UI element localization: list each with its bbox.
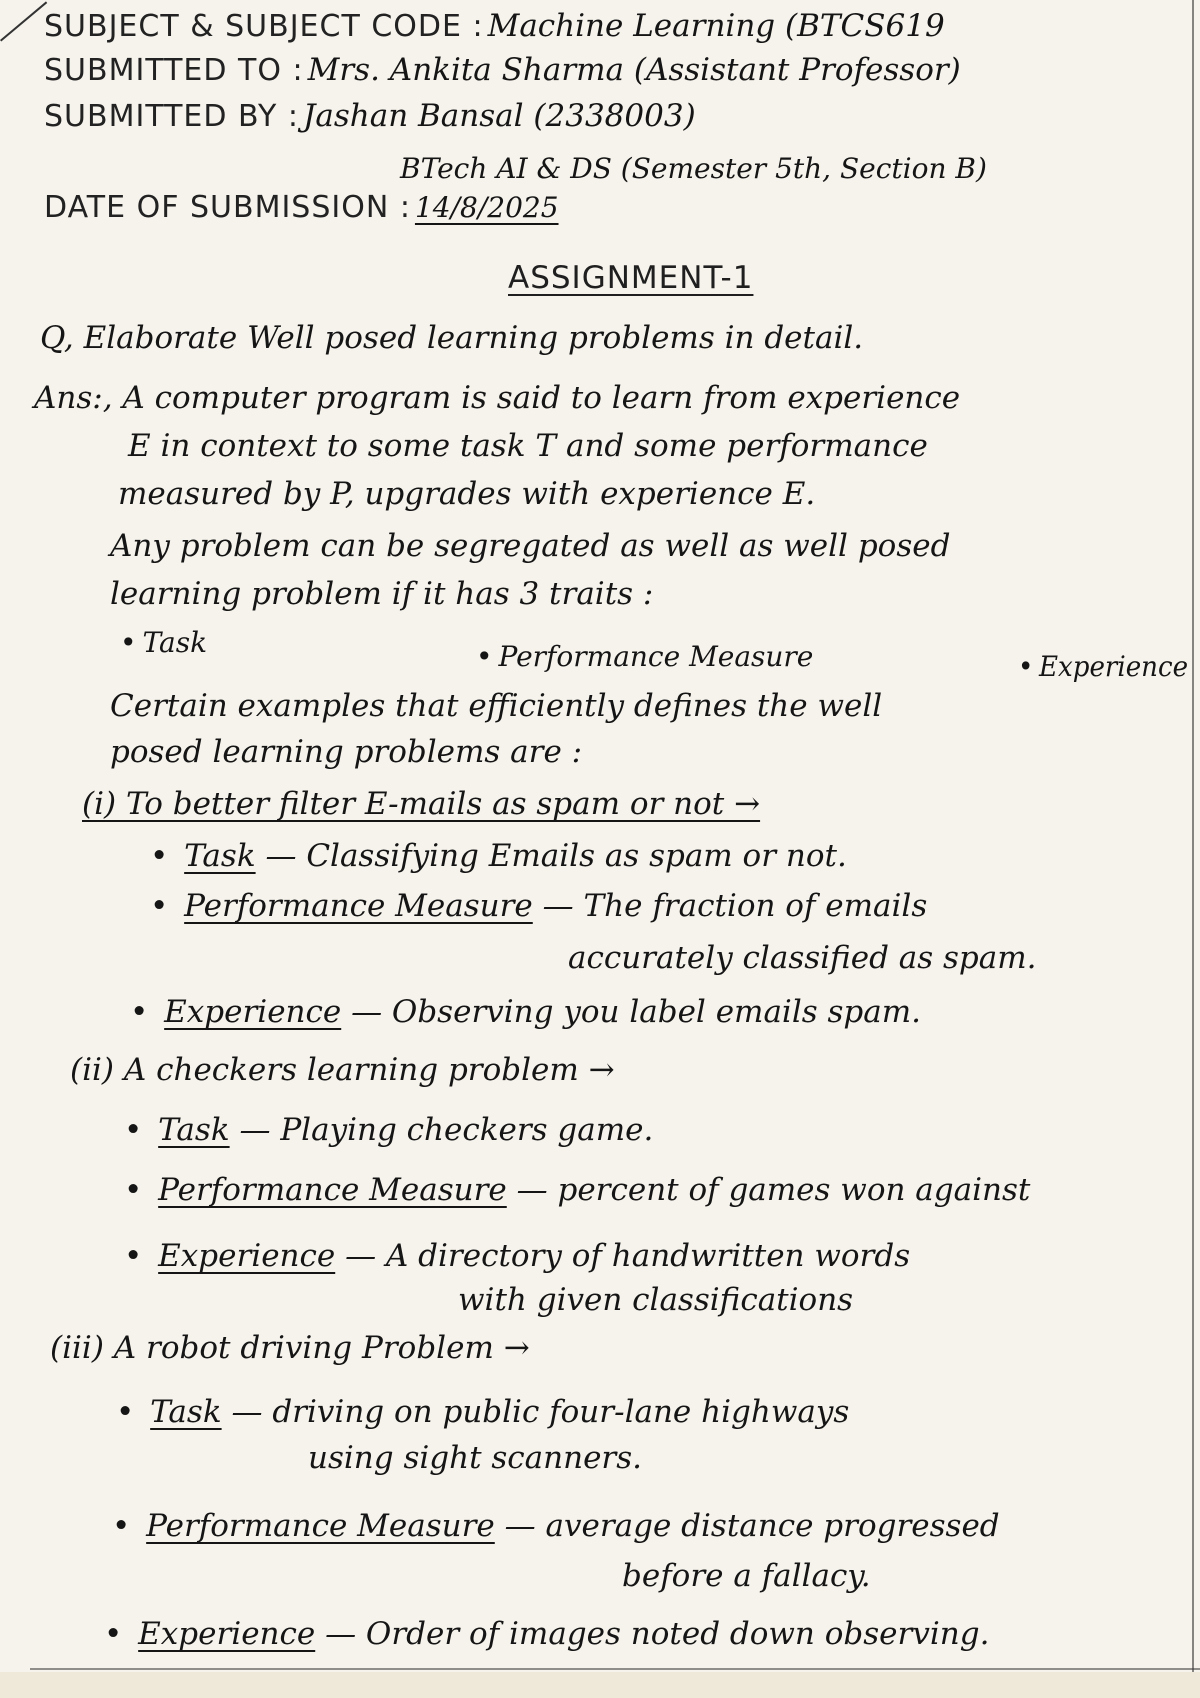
example-1-pm-text: — The fraction of emails	[532, 888, 928, 924]
trait-experience: • Experience	[1018, 650, 1188, 683]
example-2-pm-text: — percent of games won against	[506, 1172, 1031, 1208]
answer-line-7: posed learning problems are :	[110, 734, 583, 770]
example-3-task-label: Task	[150, 1394, 222, 1430]
example-1-exp-text: — Observing you label emails spam.	[341, 994, 922, 1030]
example-2-experience	[124, 1238, 910, 1274]
example-2-heading: (ii) A checkers learning problem →	[70, 1052, 615, 1088]
course-value: BTech AI & DS (Semester 5th, Section B)	[400, 152, 987, 185]
example-1-task-text: — Classifying Emails as spam or not.	[255, 838, 847, 874]
example-3-heading: (iii) A robot driving Problem →	[50, 1330, 530, 1366]
example-1-pm-text-2: accurately classified as spam.	[568, 940, 1037, 976]
answer-line-5: learning problem if it has 3 traits :	[110, 576, 654, 612]
answer-line-4: Any problem can be segregated as well as well posed	[110, 528, 951, 564]
example-2-exp-text: — A directory of handwritten words	[335, 1238, 911, 1274]
example-2-exp-label: Experience	[158, 1238, 336, 1274]
example-3-exp-text: — Order of images noted down observing.	[315, 1616, 990, 1652]
example-1-task-label: Task	[184, 838, 256, 874]
page-bottom-strip	[0, 1672, 1200, 1698]
subject-line	[44, 8, 945, 44]
date-line	[44, 190, 559, 225]
example-3-task-text: — driving on public four-lane highways	[221, 1394, 850, 1430]
example-3-pm-label: Performance Measure	[146, 1508, 495, 1544]
example-2-task-text: — Playing checkers game.	[229, 1112, 654, 1148]
course-line	[400, 152, 987, 185]
example-2-task-label: Task	[158, 1112, 230, 1148]
example-3-experience	[104, 1616, 989, 1652]
example-3-performance	[112, 1508, 1000, 1544]
subject-value: Machine Learning (BTCS619	[487, 8, 945, 44]
example-1-exp-label: Experience	[164, 994, 342, 1030]
submitted-by-value: Jashan Bansal (2338003)	[302, 98, 696, 134]
example-3-task-text-2: using sight scanners.	[308, 1440, 643, 1476]
example-3-task	[116, 1394, 849, 1430]
submitted-to-label: SUBMITTED TO :	[44, 53, 304, 88]
example-1-pm-label: Performance Measure	[184, 888, 533, 924]
submitted-by-line	[44, 98, 696, 134]
example-3-pm-text: — average distance progressed	[494, 1508, 1000, 1544]
assignment-title-text: ASSIGNMENT-1	[508, 260, 754, 296]
example-2-task	[124, 1112, 653, 1148]
bottom-margin-line	[30, 1668, 1200, 1670]
assignment-title	[508, 260, 753, 296]
date-value: 14/8/2025	[414, 191, 559, 224]
submitted-to-line	[44, 52, 961, 88]
submitted-to-value: Mrs. Ankita Sharma (Assistant Professor)	[307, 52, 961, 88]
corner-mark	[0, 1, 47, 41]
example-1-experience	[130, 994, 921, 1030]
answer-line-6: Certain examples that efficiently defines the well	[110, 688, 883, 724]
example-1-performance	[150, 888, 927, 924]
question-text: Q, Elaborate Well posed learning problems in detail.	[40, 320, 864, 356]
trait-performance-measure: • Performance Measure	[476, 640, 813, 673]
example-3-pm-text-2: before a fallacy.	[622, 1558, 871, 1594]
example-1-heading: (i) To better filter E-mails as spam or not →	[82, 786, 761, 822]
trait-task: • Task	[120, 626, 207, 659]
example-3-exp-label: Experience	[138, 1616, 316, 1652]
subject-label: SUBJECT & SUBJECT CODE :	[44, 9, 484, 44]
right-margin-line	[1192, 0, 1194, 1698]
example-2-pm-label: Performance Measure	[158, 1172, 507, 1208]
date-label: DATE OF SUBMISSION :	[44, 190, 411, 225]
answer-line-1: Ans:, A computer program is said to learn from experience	[34, 380, 961, 416]
answer-line-2: E in context to some task T and some performance	[128, 428, 928, 464]
example-2-performance	[124, 1172, 1030, 1208]
answer-line-3: measured by P, upgrades with experience E.	[118, 476, 816, 512]
example-1-task	[150, 838, 847, 874]
submitted-by-label: SUBMITTED BY :	[44, 99, 299, 134]
example-2-exp-text-2: with given classifications	[458, 1282, 854, 1318]
